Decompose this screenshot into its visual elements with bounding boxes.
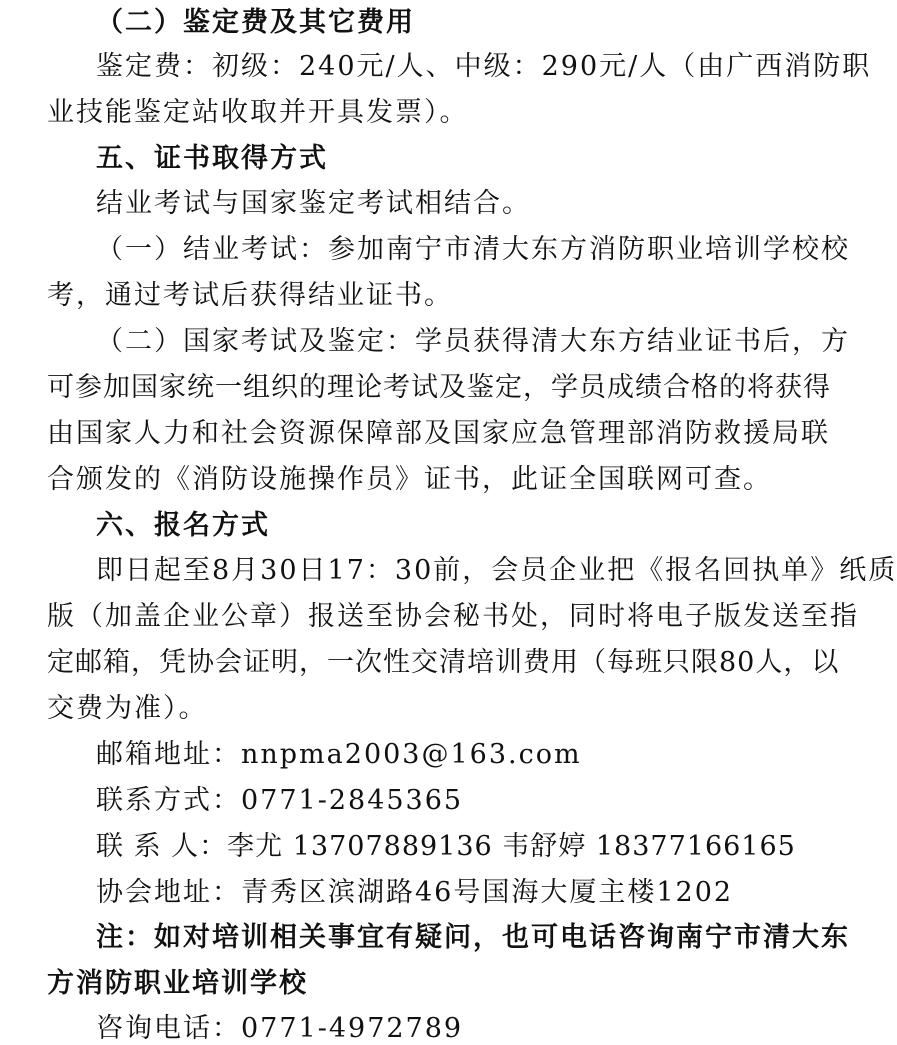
heading-certificate: 五、证书取得方式 xyxy=(96,143,328,174)
contact-address: 协会地址：青秀区滨湖路46号国海大厦主楼1202 xyxy=(96,877,734,908)
national-exam-line-3: 由国家人力和社会资源保障部及国家应急管理部消防救援局联 xyxy=(47,418,830,449)
consult-phone: 咨询电话：0771-4972789 xyxy=(96,1013,464,1044)
heading-registration: 六、报名方式 xyxy=(96,510,270,541)
graduation-exam-line-1: （一）结业考试：参加南宁市清大东方消防职业培训学校校 xyxy=(96,234,850,265)
note-line-1: 注：如对培训相关事宜有疑问，也可电话咨询南宁市清大东 xyxy=(96,922,850,953)
heading-fee-section: （二）鉴定费及其它费用 xyxy=(96,7,415,38)
note-line-2: 方消防职业培训学校 xyxy=(47,968,308,999)
registration-line-2: 版（加盖企业公章）报送至协会秘书处，同时将电子版发送至指 xyxy=(47,601,859,632)
national-exam-line-4: 合颁发的《消防设施操作员》证书，此证全国联网可查。 xyxy=(47,464,772,495)
registration-line-4: 交费为准）。 xyxy=(47,693,208,724)
contact-people: 联 系 人：李尤 13707889136 韦舒婷 18377166165 xyxy=(96,831,796,862)
fee-paragraph-line-2: 业技能鉴定站收取并开具发票）。 xyxy=(47,97,469,128)
registration-line-3: 定邮箱，凭协会证明，一次性交清培训费用（每班只限80人，以 xyxy=(47,647,840,678)
contact-phone: 联系方式：0771-2845365 xyxy=(96,785,464,816)
registration-line-1: 即日起至8月30日17：30前，会员企业把《报名回执单》纸质 xyxy=(96,555,897,586)
national-exam-line-1: （二）国家考试及鉴定：学员获得清大东方结业证书后，方 xyxy=(96,326,850,357)
contact-email: 邮箱地址：nnpma2003@163.com xyxy=(96,739,582,770)
certificate-intro: 结业考试与国家鉴定考试相结合。 xyxy=(96,188,531,219)
fee-paragraph-line-1: 鉴定费：初级：240元/人、中级：290元/人（由广西消防职 xyxy=(96,51,872,82)
graduation-exam-line-2: 考，通过考试后获得结业证书。 xyxy=(47,280,453,311)
national-exam-line-2: 可参加国家统一组织的理论考试及鉴定，学员成绩合格的将获得 xyxy=(47,372,831,403)
